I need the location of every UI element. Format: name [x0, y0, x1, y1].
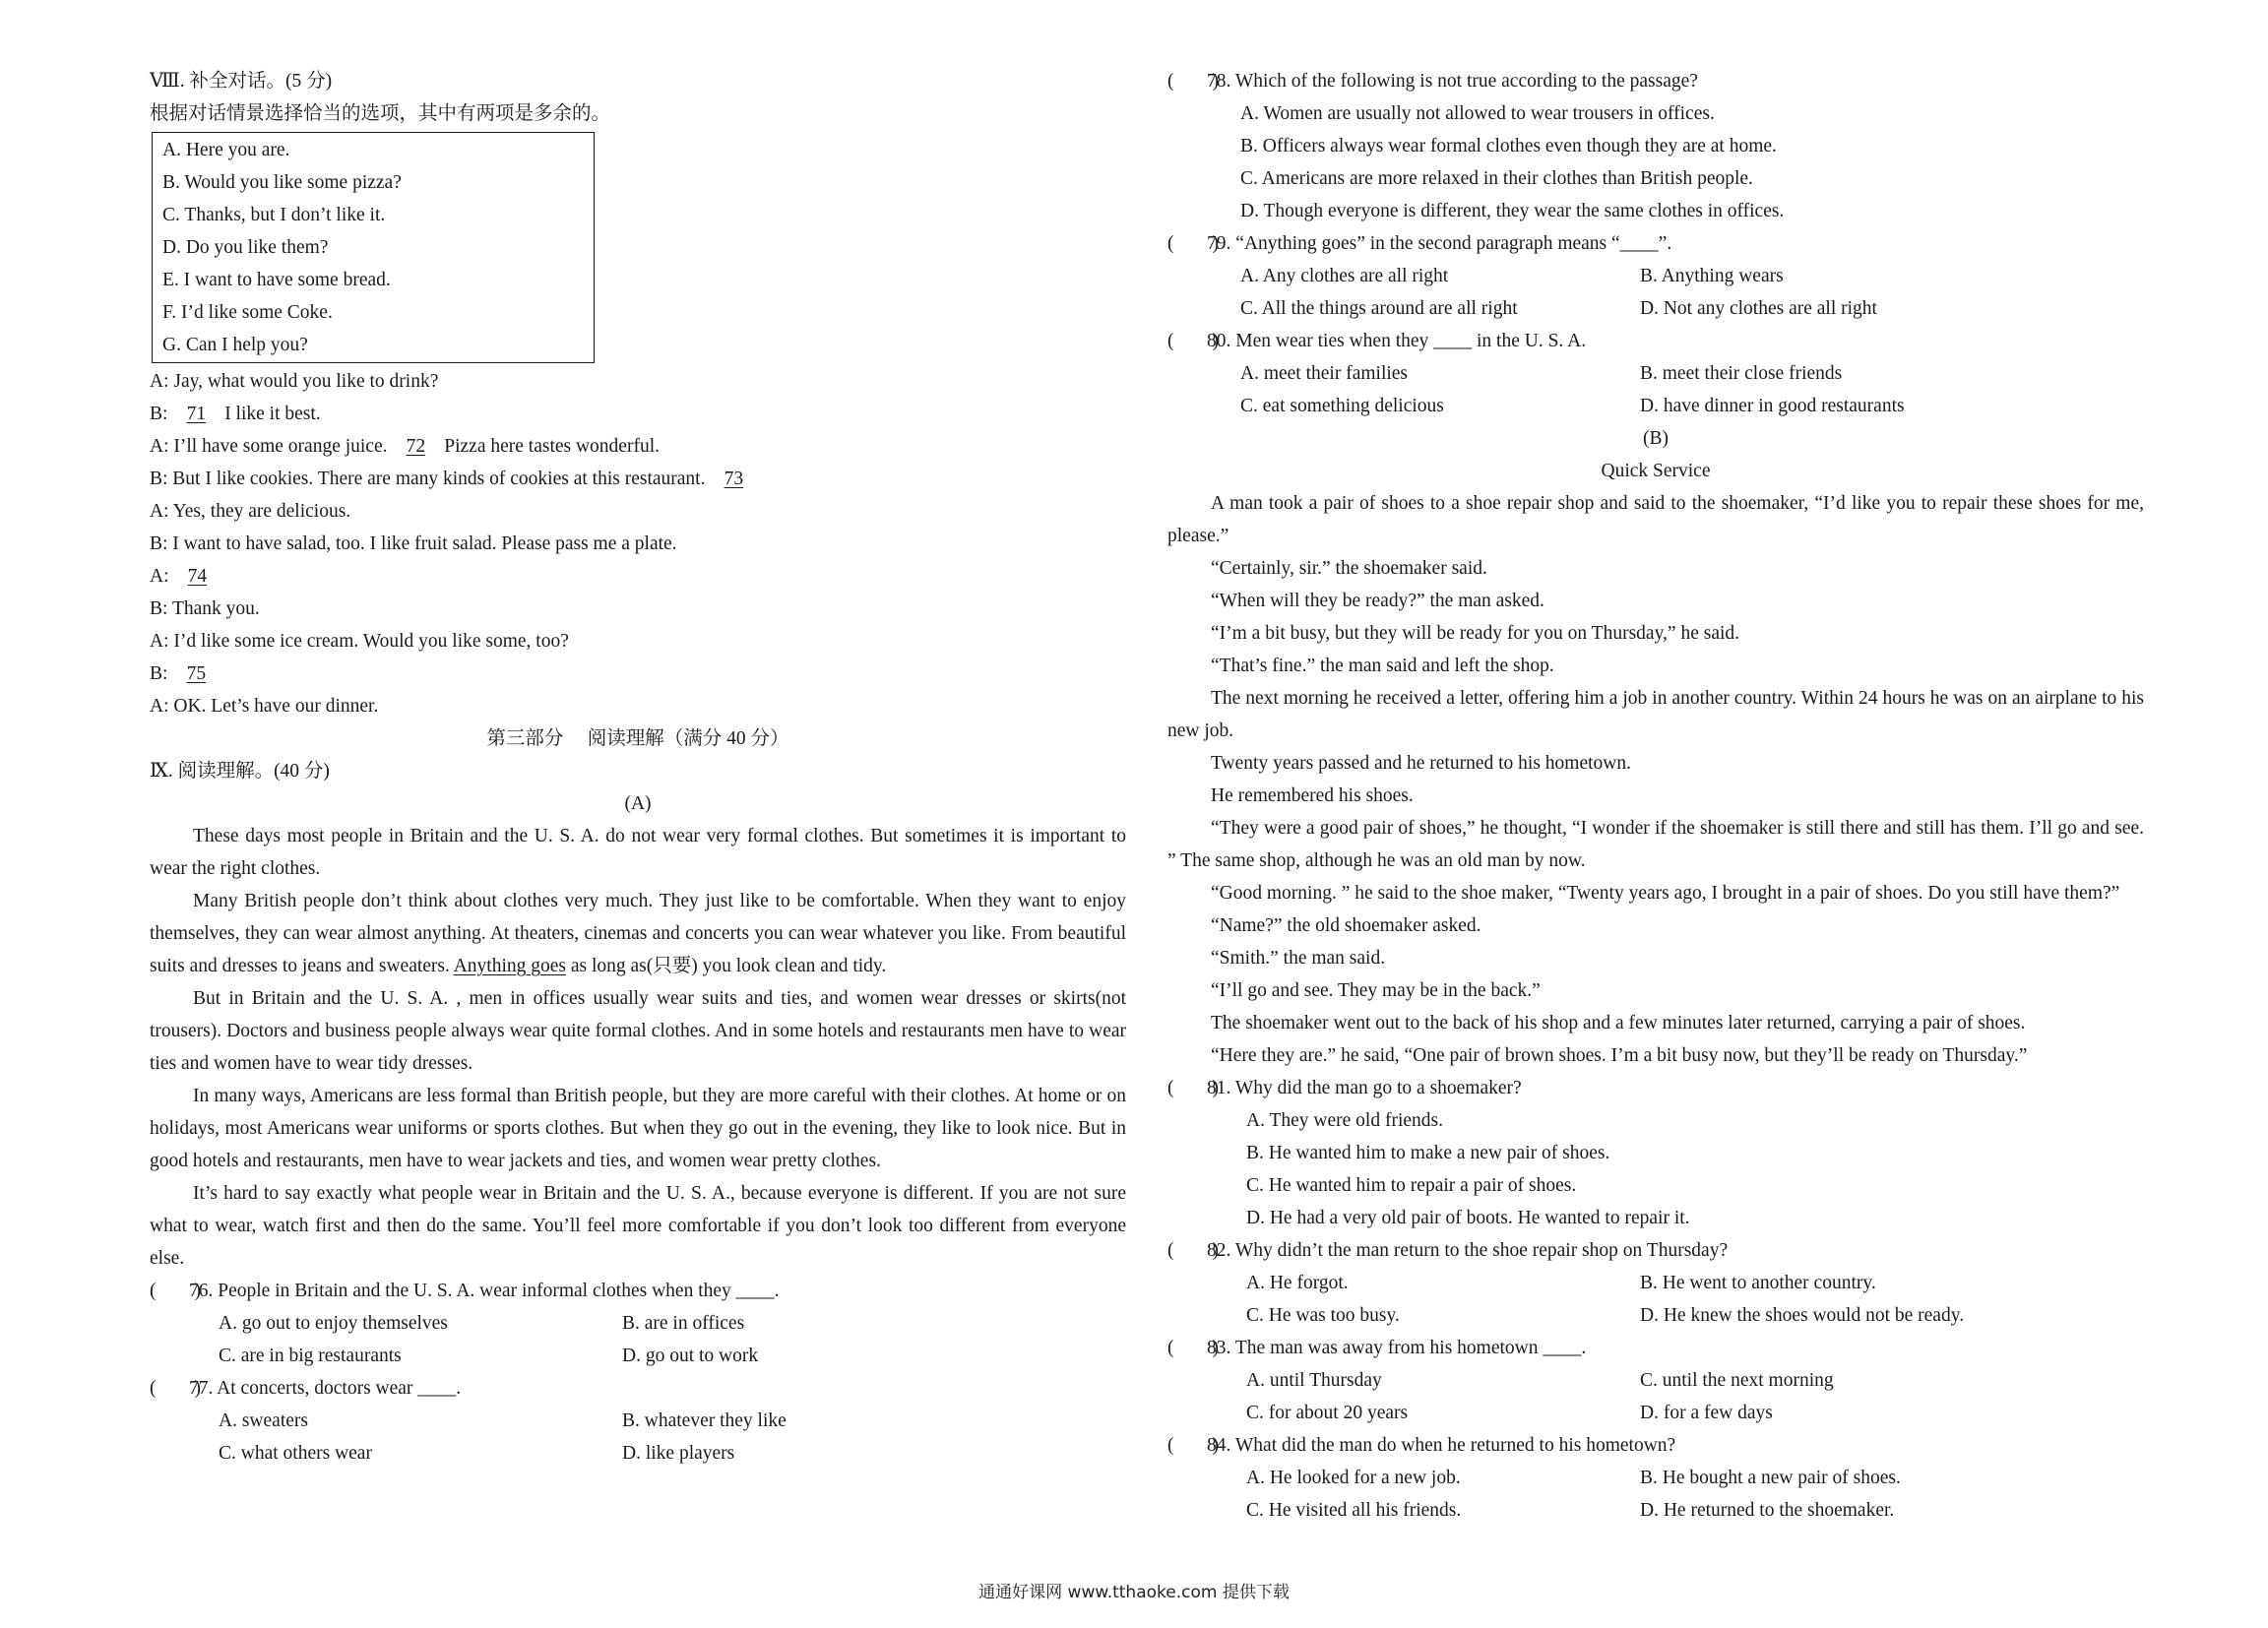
section-8-instructions: 根据对话情景选择恰当的选项，其中有两项是多余的。 — [150, 103, 611, 124]
dialog-line: A: I’d like some ice cream. Would you like some, too? — [150, 631, 569, 652]
right-column — [1167, 65, 2144, 1527]
passage-a-label: (A) — [624, 793, 652, 814]
question-82-options-row-1: A. He forgot. B. He went to another country. — [1246, 1273, 1876, 1293]
dialog-line: A: Yes, they are delicious. — [150, 501, 351, 522]
question-83: ( )83. The man was away from his hometown ____. — [1167, 1332, 2144, 1364]
passage-b-paragraph: “Certainly, sir.” the shoemaker said. — [1211, 558, 1487, 579]
option-text: B. He wanted him to make a new pair of shoes. — [1246, 1143, 1610, 1163]
answer-bracket: ( ) — [1167, 1338, 1219, 1358]
question-76-options-row-2 — [150, 1340, 1126, 1372]
question-83-options-row-2: C. for about 20 years D. for a few days — [1246, 1403, 1773, 1423]
blank-71: 71 — [186, 404, 207, 424]
passage-b-paragraph: “When will they be ready?” the man asked. — [1211, 591, 1544, 611]
question-80-options-row-1: A. meet their families B. meet their close friends — [1240, 363, 1843, 384]
passage-b-paragraph: “Name?” the old shoemaker asked. — [1211, 915, 1481, 936]
passage-b-paragraph: “I’m a bit busy, but they will be ready for you on Thursday,” he said. — [1211, 623, 1740, 644]
question-79-options-row-1: A. Any clothes are all right B. Anything wears — [1240, 266, 1784, 286]
option-text: C. what others wear — [219, 1443, 372, 1464]
answer-bracket: ( ) — [1167, 1240, 1219, 1261]
passage-a-paragraph: But in Britain and the U. S. A. , men in offices usually wear suits and ties, and women wear dresses or skirts(not trousers). Doctors and business people always wear quite formal clothes. And in some hotels and restaurants men have to wear ties and women have to wear tidy dresses. — [150, 988, 1126, 1074]
section-9-title: Ⅸ. 阅读理解。(40 分) — [150, 761, 330, 782]
passage-b-paragraph: “Smith.” the man said. — [1211, 948, 1386, 969]
option-c: C. Thanks, but I don’t like it. — [162, 205, 386, 225]
option-b: B. Would you like some pizza? — [162, 172, 402, 193]
passage-b-paragraph: He remembered his shoes. — [1211, 785, 1414, 806]
option-text: C. are in big restaurants — [219, 1346, 402, 1366]
dialog-line: A: Jay, what would you like to drink? — [150, 371, 439, 392]
question-84-options-row-2: C. He visited all his friends. D. He returned to the shoemaker. — [1246, 1500, 1895, 1521]
answer-bracket: ( ) — [150, 1378, 201, 1399]
option-text: D. go out to work — [622, 1346, 759, 1366]
question-79: ( )79. “Anything goes” in the second paragraph means “____”. — [1167, 227, 2144, 260]
passage-b-paragraph: Twenty years passed and he returned to his hometown. — [1211, 753, 1631, 774]
dialog-line: A: I’ll have some orange juice. 72 Pizza here tastes wonderful. — [150, 430, 1126, 463]
option-text: C. Americans are more relaxed in their clothes than British people. — [1240, 168, 1753, 189]
part-3-title: 第三部分 阅读理解（满分 40 分） — [486, 728, 789, 749]
blank-75: 75 — [186, 663, 207, 684]
option-text: B. are in offices — [622, 1313, 745, 1334]
question-76: ( )76. People in Britain and the U. S. A. wear informal clothes when they ____. — [150, 1275, 1126, 1307]
page-footer: 通通好课网 www.tthaoke.com 提供下载 — [978, 1583, 1290, 1602]
dialog-line: B: 75 — [150, 657, 1126, 690]
dialog-line: B: 71 I like it best. — [150, 398, 1126, 430]
option-e: E. I want to have some bread. — [162, 270, 391, 290]
answer-bracket: ( ) — [1167, 1078, 1219, 1098]
section-8-title: Ⅷ. 补全对话。(5 分) — [150, 71, 333, 92]
answer-bracket: ( ) — [1167, 331, 1219, 351]
question-82: ( )82. Why didn’t the man return to the shoe repair shop on Thursday? — [1167, 1234, 2144, 1267]
passage-b-paragraph: “Good morning. ” he said to the shoe maker, “Twenty years ago, I brought in a pair of shoes. Do you still have them?” — [1211, 883, 2120, 904]
blank-74: 74 — [187, 566, 208, 587]
passage-b-paragraph: “Here they are.” he said, “One pair of brown shoes. I’m a bit busy now, but they’ll be ready on Thursday.” — [1211, 1045, 2028, 1066]
dialog-line: B: But I like cookies. There are many kinds of cookies at this restaurant. 73 — [150, 463, 1126, 495]
passage-b-paragraph: The shoemaker went out to the back of his shop and a few minutes later returned, carrying a pair of shoes. — [1211, 1013, 2026, 1033]
question-79-options-row-2: C. All the things around are all right D. Not any clothes are all right — [1240, 298, 1877, 319]
option-text: A. go out to enjoy themselves — [219, 1313, 448, 1334]
option-text: C. He wanted him to repair a pair of shoes. — [1246, 1175, 1577, 1196]
passage-a-paragraph: It’s hard to say exactly what people wear in Britain and the U. S. A., because everyone is different. If you are not sure what to wear, watch first and then do the same. You’ll feel more comfortable if you don’t look too different from everyone else. — [150, 1183, 1126, 1269]
option-text: B. Officers always wear formal clothes even though they are at home. — [1240, 136, 1777, 157]
question-84-options-row-1: A. He looked for a new job. B. He bought a new pair of shoes. — [1246, 1468, 1901, 1488]
question-77: ( )77. At concerts, doctors wear ____. — [150, 1372, 1126, 1405]
passage-b-label: (B) — [1643, 428, 1669, 449]
question-76-options-row-1 — [150, 1307, 1126, 1340]
option-text: A. They were old friends. — [1246, 1110, 1443, 1131]
passage-b-title: Quick Service — [1601, 461, 1711, 481]
answer-bracket: ( ) — [1167, 71, 1219, 92]
answer-bracket: ( ) — [150, 1281, 201, 1301]
question-83-options-row-1: A. until Thursday C. until the next morning — [1246, 1370, 1834, 1391]
dialog-line: A: OK. Let’s have our dinner. — [150, 696, 379, 717]
question-80: ( )80. Men wear ties when they ____ in the U. S. A. — [1167, 325, 2144, 357]
option-text: D. Though everyone is different, they wear the same clothes in offices. — [1240, 201, 1785, 221]
option-text: D. He had a very old pair of boots. He wanted to repair it. — [1246, 1208, 1690, 1228]
blank-72: 72 — [406, 436, 426, 457]
question-81: ( )81. Why did the man go to a shoemaker? — [1167, 1072, 2144, 1104]
option-text: A. Women are usually not allowed to wear trousers in offices. — [1240, 103, 1715, 124]
dialog-line: B: Thank you. — [150, 598, 260, 619]
passage-a-paragraph: In many ways, Americans are less formal than British people, but they are more careful with their clothes. At home or on holidays, most Americans wear uniforms or sports clothes. But when they go out in the evening, they like to look nice. But in good hotels and restaurants, men have to wear jackets and ties, and women wear pretty clothes. — [150, 1086, 1126, 1171]
question-77-options-row-2 — [150, 1437, 1126, 1470]
anything-goes-underlined: Anything goes — [453, 956, 566, 976]
passage-b-paragraph: “They were a good pair of shoes,” he thought, “I wonder if the shoemaker is still there and still has them. I’ll go and see. ” The same shop, although he was an old man by now. — [1167, 818, 2144, 871]
option-text: B. whatever they like — [622, 1410, 787, 1431]
answer-bracket: ( ) — [1167, 1435, 1219, 1456]
passage-b-paragraph: A man took a pair of shoes to a shoe repair shop and said to the shoemaker, “I’d like you to repair these shoes for me, please.” — [1167, 493, 2144, 546]
options-box — [152, 132, 595, 363]
passage-a-paragraph: Many British people don’t think about clothes very much. They just like to be comfortable. When they want to enjoy themselves, they can wear almost anything. At theaters, cinemas and concerts you can wear whatever you like. From beautiful suits and dresses to jeans and sweaters. Anything goes as long as(只要) you look clean and tidy. — [150, 891, 1126, 976]
question-77-options-row-1 — [150, 1405, 1126, 1437]
option-text: A. sweaters — [219, 1410, 308, 1431]
passage-b-paragraph: “I’ll go and see. They may be in the back.” — [1211, 980, 1541, 1001]
passage-a-paragraph: These days most people in Britain and the U. S. A. do not wear very formal clothes. But sometimes it is important to wear the right clothes. — [150, 826, 1126, 879]
left-column — [150, 65, 1126, 1470]
passage-b-paragraph: “That’s fine.” the man said and left the shop. — [1211, 656, 1554, 676]
question-78: ( )78. Which of the following is not true according to the passage? — [1167, 65, 2144, 97]
blank-73: 73 — [724, 469, 744, 489]
passage-b-paragraph: The next morning he received a letter, offering him a job in another country. Within 24 hours he was on an airplane to his new job. — [1167, 688, 2144, 741]
question-82-options-row-2: C. He was too busy. D. He knew the shoes would not be ready. — [1246, 1305, 1965, 1326]
option-g: G. Can I help you? — [162, 335, 308, 355]
question-84: ( )84. What did the man do when he returned to his hometown? — [1167, 1429, 2144, 1462]
dialog-line: B: I want to have salad, too. I like fruit salad. Please pass me a plate. — [150, 533, 677, 554]
dialog-line: A: 74 — [150, 560, 1126, 593]
option-d: D. Do you like them? — [162, 237, 329, 258]
option-f: F. I’d like some Coke. — [162, 302, 333, 323]
question-80-options-row-2: C. eat something delicious D. have dinner in good restaurants — [1240, 396, 1905, 416]
option-a: A. Here you are. — [162, 140, 290, 160]
option-text: D. like players — [622, 1443, 735, 1464]
answer-bracket: ( ) — [1167, 233, 1219, 254]
